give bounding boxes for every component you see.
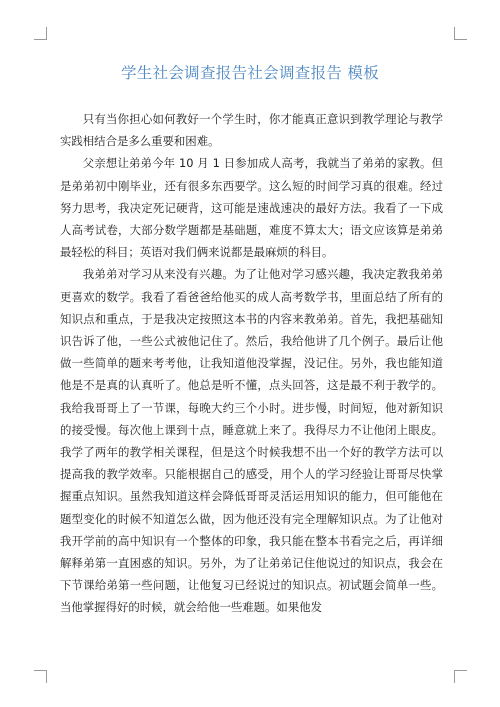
crop-mark-top-right	[454, 27, 467, 40]
document-body	[60, 108, 443, 619]
crop-mark-top-left	[34, 27, 47, 40]
paragraph-background: 父亲想让弟弟今年 10 月 1 日参加成人高考，我就当了弟弟的家教。但是弟弟初中刚毕业，还有很多东西要学。这么短的时间学习真的很难。经过努力思考，我决定死记硬背，这可能是速战速决的最好方法。我看了一下成人高考试卷，大部分数学题都是基础题，难度不算太大；语文应该算是弟弟最轻松的科目；英语对我们俩来说都是最麻烦的科目。	[60, 156, 443, 260]
document-title: 学生社会调查报告社会调查报告 模板	[120, 64, 380, 82]
paragraph-intro: 只有当你担心如何教好一个学生时，你才能真正意识到教学理论与教学实践相结合是多么重要和困难。	[60, 112, 443, 149]
crop-mark-bottom-right	[454, 670, 467, 683]
crop-mark-bottom-left	[34, 670, 47, 683]
paragraph-teaching: 我弟弟对学习从来没有兴趣。为了让他对学习感兴趣，我决定教我弟弟更喜欢的数学。我看了看爸爸给他买的成人高考数学书，里面总结了所有的知识点和重点，于是我决定按照这本书的内容来教弟弟。首先，我把基础知识告诉了他，一些公式被他记住了。然后，我给他讲了几个例子。最后让他做一些简单的题来考考他，让我知道他没掌握，没记住。另外，我也能知道他是不是真的认真听了。他总是听不懂，点头回答，这是最不利于教学的。我给我哥哥上了一节课，每晚大约三个小时。进步慢，时间短，他对新知识的接受慢。每次他上课到十点，睡意就上来了。我得尽力不让他闭上眼皮。我学了两年的教学相关课程，但是这个时候我想不出一个好的教学方法可以提高我的教学效率。只能根据自己的感受，用个人的学习经验让哥哥尽快掌握重点知识。虽然我知道这样会降低哥哥灵活运用知识的能力，但可能他在题型变化的时候不知道怎么做，因为他还没有完全理解知识点。为了让他对我开学前的高中知识有一个整体的印象，我只能在整本书看完之后，再详细解释弟第一直困惑的知识。另外，为了让弟弟记住他说过的知识点，我会在下节课给弟第一些问题，让他复习已经说过的知识点。初试题会简单一些。当他掌握得好的时候，就会给他一些难题。如果他发	[60, 267, 443, 615]
